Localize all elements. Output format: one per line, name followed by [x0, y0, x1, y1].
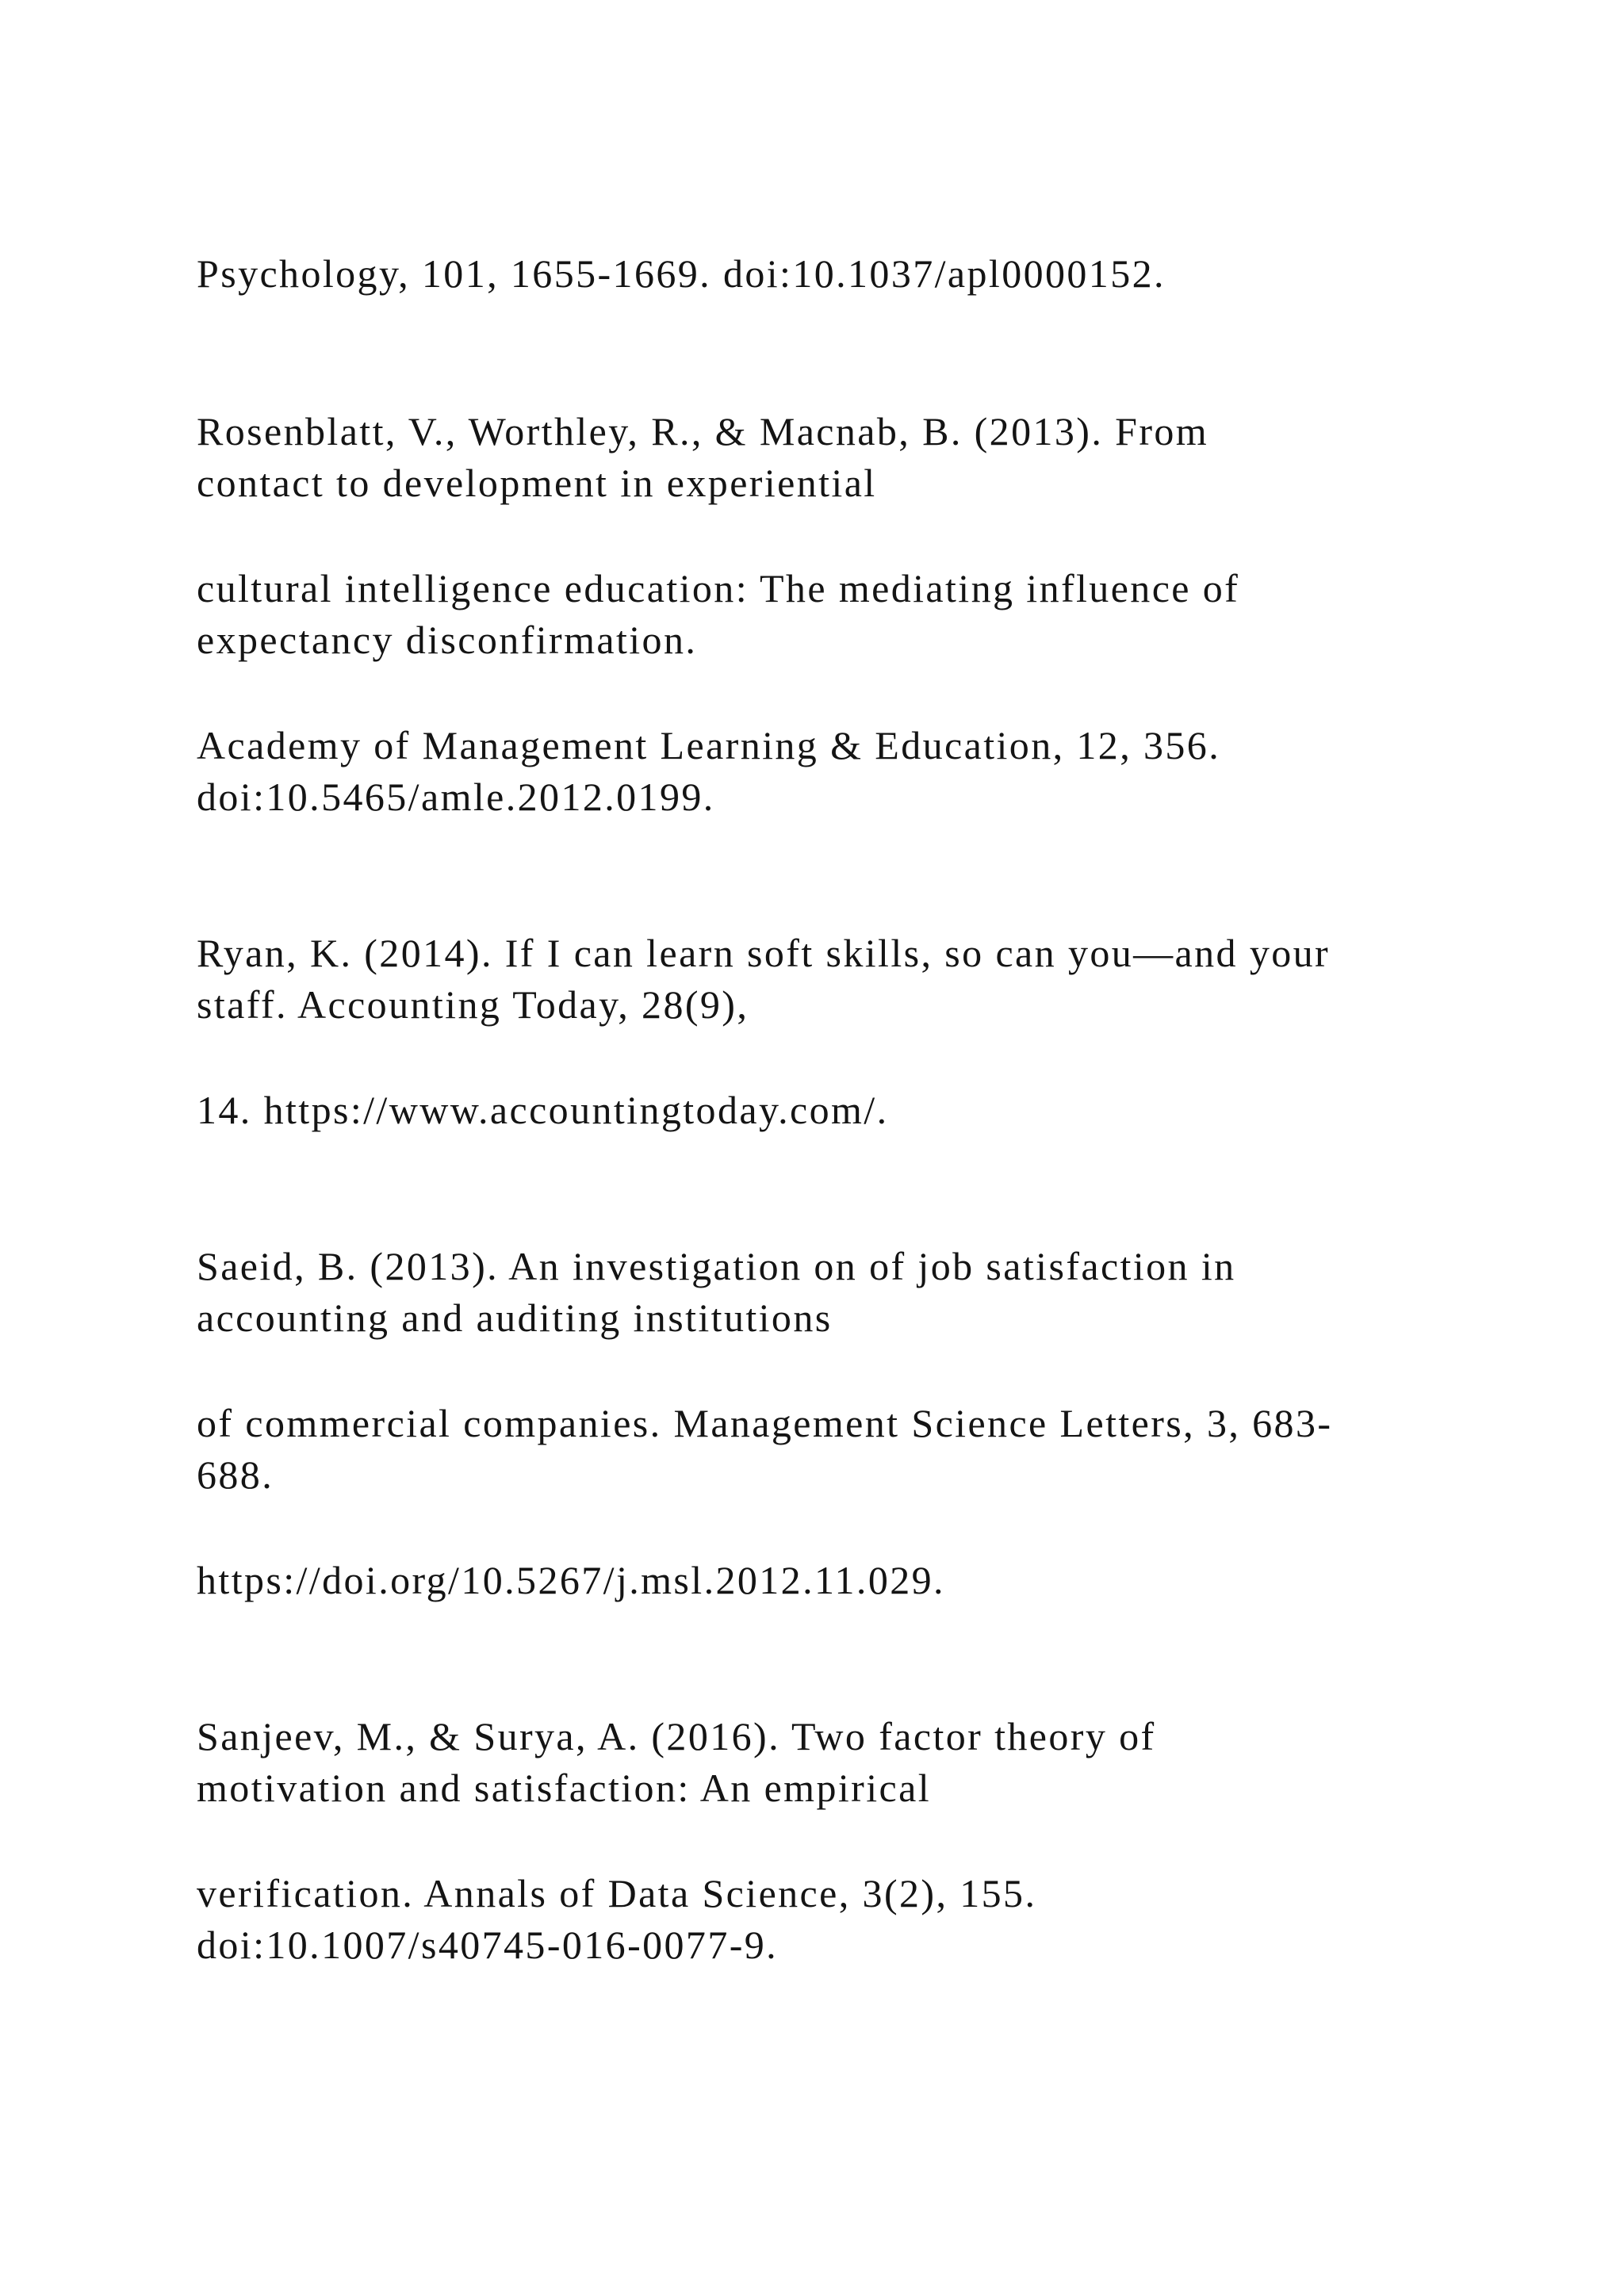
reference-line-ryan-2: staff. Accounting Today, 28(9), — [197, 982, 749, 1027]
reference-line-rosenblatt-3: cultural intelligence education: The mediating influence of — [197, 566, 1240, 610]
reference-line-rosenblatt-5: Academy of Management Learning & Education, 12, 356. — [197, 723, 1221, 767]
reference-line-saeid-3: of commercial companies. Management Science Letters, 3, 683- — [197, 1401, 1333, 1445]
reference-line-sanjeev-1: Sanjeev, M., & Surya, A. (2016). Two factor theory of — [197, 1714, 1156, 1758]
reference-line-saeid-4: 688. — [197, 1452, 274, 1497]
reference-line-ryan-1: Ryan, K. (2014). If I can learn soft skills, so can you—and your — [197, 931, 1331, 975]
reference-line-sanjeev-4: doi:10.1007/s40745-016-0077-9. — [197, 1923, 779, 1967]
reference-line-rosenblatt-6: doi:10.5465/amle.2012.0199. — [197, 775, 715, 819]
reference-line-saeid-5: https://doi.org/10.5267/j.msl.2012.11.029. — [197, 1558, 945, 1602]
reference-line-sanjeev-2: motivation and satisfaction: An empirical — [197, 1766, 931, 1810]
reference-line-rosenblatt-2: contact to development in experiential — [197, 461, 877, 505]
reference-line-rosenblatt-4: expectancy disconfirmation. — [197, 618, 698, 662]
reference-line-saeid-2: accounting and auditing institutions — [197, 1295, 833, 1340]
reference-line-saeid-1: Saeid, B. (2013). An investigation on of job satisfaction in — [197, 1244, 1236, 1288]
reference-line-rosenblatt-1: Rosenblatt, V., Worthley, R., & Macnab, B. (2013). From — [197, 409, 1209, 453]
reference-line-psychology: Psychology, 101, 1655-1669. doi:10.1037/apl0000152. — [197, 251, 1166, 296]
reference-line-ryan-3: 14. https://www.accountingtoday.com/. — [197, 1088, 889, 1132]
reference-line-sanjeev-3: verification. Annals of Data Science, 3(2), 155. — [197, 1871, 1037, 1915]
